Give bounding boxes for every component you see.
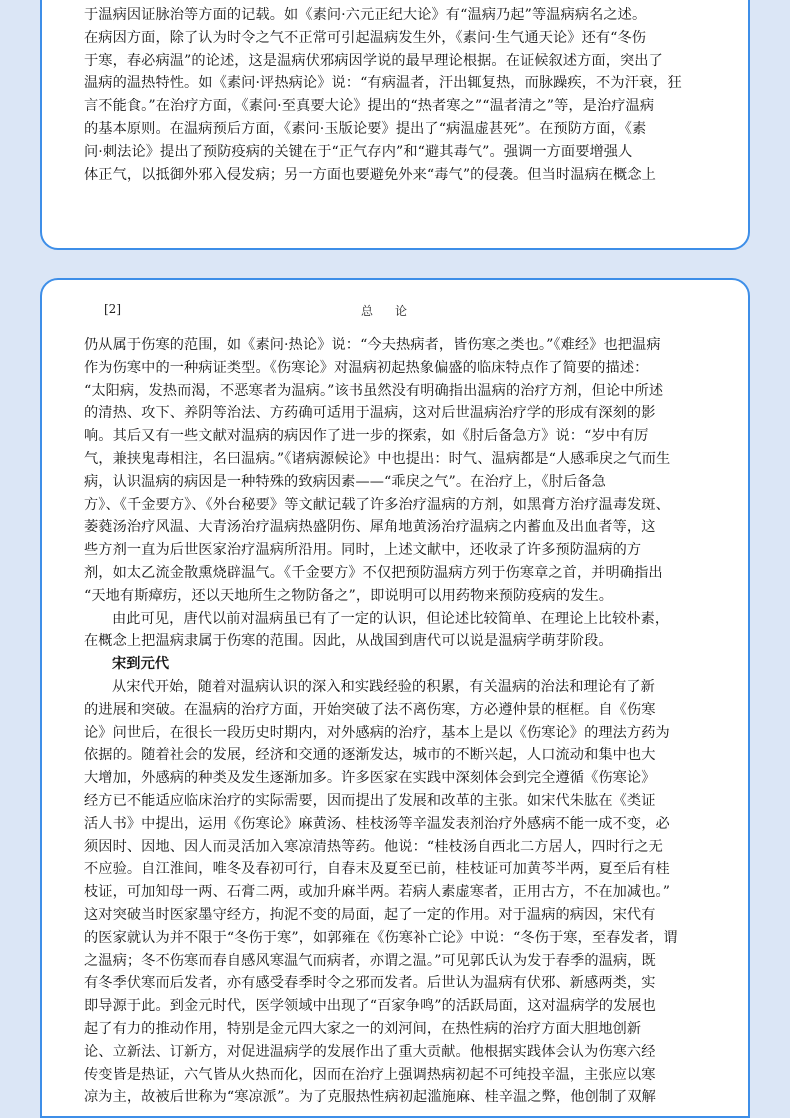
text-line: 这对突破当时医家墨守经方，拘泥不变的局面，起了一定的作用。对于温病的病因，宋代有: [84, 906, 656, 923]
text-line: 于温病因证脉治等方面的记载。如《素问·六元正纪大论》有“温病乃起”等温病病名之述。: [84, 7, 647, 23]
text-line: 起了有力的推动作用，特别是金元四大家之一的刘河间，在热性病的治疗方面大胆地创新: [84, 1020, 642, 1037]
text-line: 由此可见，唐代以前对温病虽已有了一定的认识，但论述比较简单、在理论上比较朴素，: [112, 610, 670, 627]
bottom-page-card: [40, 278, 750, 1118]
text-line: 作为伤寒中的一种病证类型。《伤寒论》对温病初起热象偏盛的临床特点作了简要的描述：: [84, 359, 649, 376]
text-line: 病，认识温病的病因是一种特殊的致病因素——“乖戾之气”。在治疗上，《肘后备急: [84, 473, 606, 490]
text-line: 剂，如太乙流金散熏烧辟温气。《千金要方》不仅把预防温病方列于伤寒章之首，并明确指出: [84, 564, 663, 581]
text-line: 在概念上把温病隶属于伤寒的范围。因此，从战国到唐代可以说是温病学萌芽阶段。: [84, 633, 613, 650]
text-line: 响。其后又有一些文献对温病的病因作了进一步的探索，如《肘后备急方》说：“岁中有厉: [84, 428, 649, 445]
text-line: 依据的。随着社会的发展，经济和交通的逐渐发达，城市的不断兴起，人口流动和集中也大: [84, 747, 656, 764]
text-line: 传变皆是热证，六气皆从火热而化，因而在治疗上强调热病初起不可纯投辛温，主张应以寒: [84, 1066, 656, 1083]
text-line: 的医家就认为并不限于“冬伤于寒”，如郭雍在《伤寒补亡论》中说：“冬伤于寒，至春发者，谓: [84, 929, 678, 946]
text-line: “太阳病，发热而渴，不恶寒者为温病。”该书虽然没有明确指出温病的治疗方剂，但论中所述: [84, 382, 664, 399]
text-line: 方》、《千金要方》、《外台秘要》等文献记载了许多治疗温病的方剂，如黑膏方治疗温毒发斑、: [84, 496, 670, 513]
text-line: 温病的温热特性。如《素问·评热病论》说：“有病温者，汗出辄复热，而脉躁疾，不为汗衰，狂: [84, 75, 682, 92]
text-line: 大增加，外感病的种类及发生逐渐加多。许多医家在实践中深刻体会到完全遵循《伤寒论》: [84, 770, 656, 787]
top-page-body-text: [84, 4, 706, 186]
text-line: 枝证，可加知母一两、石膏二两，或加升麻半两。若病人素虚寒者，正用古方，不在加减也。”: [84, 884, 671, 901]
text-line: 在病因方面，除了认为时令之气不正常可引起温病发生外，《素问·生气通天论》还有“冬伤: [84, 29, 647, 46]
text-line: 仍从属于伤寒的范围，如《素问·热论》说：“今夫热病者，皆伤寒之类也。”《难经》也把温病: [84, 337, 661, 353]
page-header: [104, 302, 686, 320]
text-line: 活人书》中提出，运用《伤寒论》麻黄汤、桂枝汤等辛温发表剂治疗外感病不能一成不变，必: [84, 815, 670, 832]
text-line: 须因时、因地、因人而灵活加入寒凉清热等药。他说：“桂枝汤自西北二方居人，四时行之无: [84, 838, 663, 855]
text-line: 气，兼挟鬼毒相注，名曰温病。”《诸病源候论》中也提出：时气、温病都是“人感乖戾之气而生: [84, 450, 671, 467]
text-line: 凉为主，故被后世称为“寒凉派”。为了克服热性病初起滥施麻、桂辛温之弊，他创制了双解: [84, 1089, 656, 1106]
text-line: 经方已不能适应临床治疗的实际需要，因而提出了发展和改革的主张。如宋代朱肱在《类证: [84, 792, 656, 809]
text-line: 即导源于此。到金元时代，医学领域中出现了“百家争鸣”的活跃局面，这对温病学的发展也: [84, 998, 656, 1015]
text-line: 萎蕤汤治疗风温、大青汤治疗温病热盛阴伤、犀角地黄汤治疗温病之内蓄血及出血者等，这: [84, 519, 656, 536]
text-line: 于寒，春必病温”的论述，这是温病伏邪病因学说的最早理论根据。在证候叙述方面，突出了: [84, 52, 663, 69]
page-number: [2]: [104, 302, 121, 316]
text-line: 的进展和突破。在温病的治疗方面，开始突破了法不离伤寒，方必遵仲景的框框。自《伤寒: [84, 701, 656, 718]
bottom-page-body-text: [84, 334, 706, 1109]
text-line: 的清热、攻下、养阴等治法、方药确可适用于温病，这对后世温病治疗学的形成有深刻的影: [84, 405, 656, 422]
text-line: 之温病；冬不伤寒而春自感风寒温气而病者，亦谓之温。”可见郭氏认为发于春季的温病，既: [84, 952, 656, 969]
text-line: 不应验。自江淮间，唯冬及春初可行，自春末及夏至已前，桂枝证可加黄芩半两，夏至后有桂: [84, 861, 670, 878]
text-line: 论、立新法、订新方，对促进温病学的发展作出了重大贡献。他根据实践体会认为伤寒六经: [84, 1043, 656, 1060]
text-line: 言不能食。”在治疗方面，《素问·至真要大论》提出的“热者寒之”“温者清之”等，是治疗温病: [84, 98, 655, 115]
running-title: 总论: [360, 304, 430, 318]
text-line: “天地有斯瘴疠，还以天地所生之物防备之”，即说明可以用药物来预防疫病的发生。: [84, 587, 614, 604]
text-line: 的基本原则。在温病预后方面，《素问·玉版论要》提出了“病温虚甚死”。在预防方面，《素: [84, 120, 647, 137]
section-heading: 宋到元代: [112, 656, 170, 673]
text-line: 问·刺法论》提出了预防疫病的关键在于“正气存内”和“避其毒气”。强调一方面要增强人: [84, 143, 633, 160]
text-line: 体正气，以抵御外邪入侵发病；另一方面也要避免外来“毒气”的侵袭。但当时温病在概念上: [84, 166, 656, 183]
text-line: 些方剂一直为后世医家治疗温病所沿用。同时，上述文献中，还收录了许多预防温病的方: [84, 542, 642, 559]
text-line: 从宋代开始，随着对温病认识的深入和实践经验的积累，有关温病的治法和理论有了新: [112, 678, 655, 695]
text-line: 有冬季伏寒而后发者，亦有感受春季时令之邪而发者。后世认为温病有伏邪、新感两类，实: [84, 975, 656, 992]
text-line: 论》问世后，在很长一段历史时期内，对外感病的治疗，基本上是以《伤寒论》的理法方药为: [84, 724, 670, 741]
top-page-card: [40, 0, 750, 250]
